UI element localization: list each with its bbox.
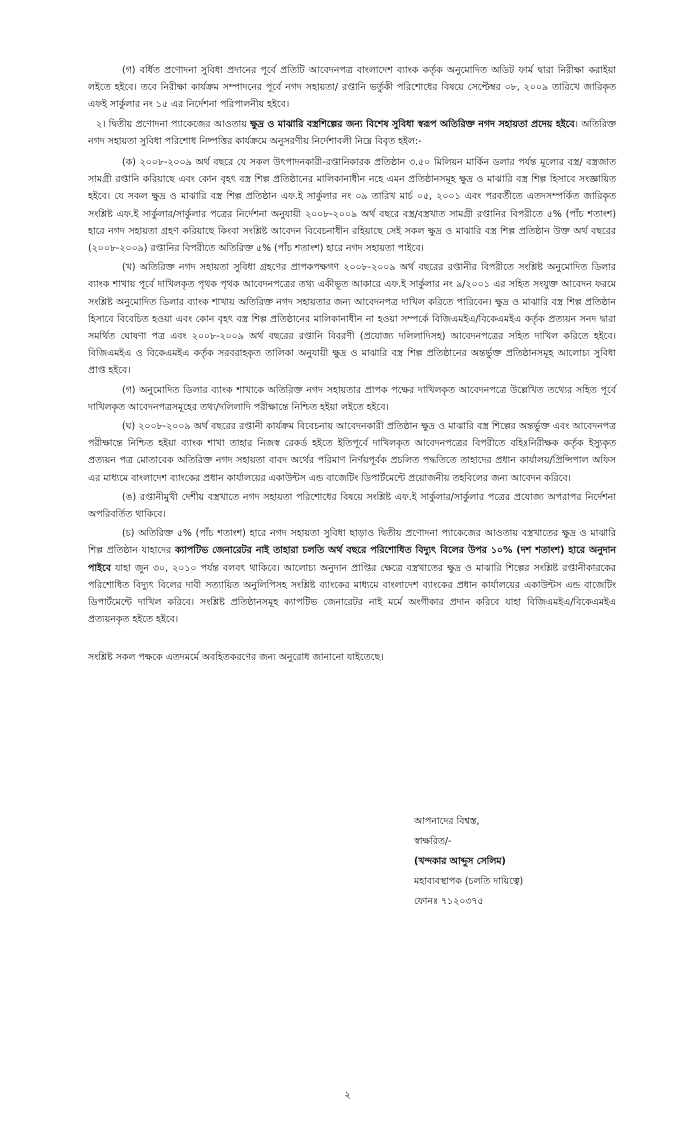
signatory-designation: মহাব্যবস্থাপক (চলতি দায়িত্বে) <box>414 876 524 887</box>
signatory-name-text: (খন্দকার আব্দুস সেলিম) <box>414 856 506 867</box>
paragraph-gha: (ঘ) ২০০৮-২০০৯ অর্থ বছরের রপ্তানী কার্যক্রম বিবেচনায় আবেদনকারী প্রতিষ্ঠান ক্ষুদ্র ও মাঝারি বস্ত্র শিল্পের অন্তর্ভুক্ত এবং আবেদনপত্র পরীক্ষান্তে নিশ্চিত হইয়া ব্যাংক শাখা তাহার নিজস্ব রেকর্ড হইতে ইতিপূর্বে দাখিলকৃত আবেদনপত্রের বিপরীতে বহিঃনিরীক্ষক কর্তৃক ইস্যুকৃত প্রত্যয়ন পত্র মোতাবেক অতিরিক্ত নগদ সহায়তা বাবদ অর্থের পরিমাণ নির্ণয়পূর্বক প্রচলিত পদ্ধতিতে তাহাদের প্রধান কার্যালয়/প্রিন্সিপাল অফিস এর মাধ্যমে বাংলাদেশ ব্যাংকের প্রধান কার্যালয়ের একাউন্টস এন্ড বাজেটিং ডিপার্টমেন্টে প্রয়োজনীয় তহবিলের জন্য আবেদন করিবে। <box>88 421 616 484</box>
signature-salutation: আপনাদের বিশ্বস্ত, <box>414 816 480 827</box>
signature-block <box>414 812 634 912</box>
signatory-phone: ফোনঃ ৭১২০৩৭৫ <box>414 896 484 907</box>
paragraph-ka: (ক) ২০০৮-২০০৯ অর্থ বছরে যে সকল উৎপাদনকারী-রপ্তানিকারক প্রতিষ্ঠান ৩.৫০ মিলিয়ন মার্কিন ডলার পর্যন্ত মূল্যের বস্ত্র/ বস্ত্রজাত সামগ্রী রপ্তানি করিয়াছে এবং কোন বৃহৎ বস্ত্র শিল্প প্রতিষ্ঠানের মালিকানাধীন নহে এমন প্রতিষ্ঠানসমূহ ক্ষুদ্র ও মাঝারি বস্ত্র শিল্প হিসাবে সংজ্ঞায়িত হইবে। যে সকল ক্ষুদ্র ও মাঝারি বস্ত্র শিল্প প্রতিষ্ঠান এফ.ই সার্কুলার নং ০৯ তারিখ মার্চ ০৫, ২০০১ এবং পরবর্তীতে এতদসম্পর্কিত জারিকৃত সংশ্লিষ্ট এফ.ই সার্কুলার/সার্কুলার পত্রের নির্দেশনা অনুযায়ী ২০০৮-২০০৯ অর্থ বছরে বস্ত্র/বস্ত্রখাত সামগ্রী রপ্তানির বিপরীতে ৫% (পাঁচ শতাংশ) হারে নগদ সহায়তা গ্রহণ করিয়াছে কিংবা সংশ্লিষ্ট আবেদন বিবেচনাধীন রহিয়াছে সেই সকল ক্ষুদ্র ও মাঝারি বস্ত্র শিল্প প্রতিষ্ঠান উক্ত অর্থ বছরের (২০০৮-২০০৯) রপ্তানির বিপরীতে অতিরিক্ত ৫% (পাঁচ শতাংশ) হারে নগদ সহায়তা পাইবে। <box>88 157 616 255</box>
signatory-name <box>414 852 634 872</box>
paragraph-ga-intro: (গ) বর্ধিত প্রণোদনা সুবিধা প্রদানের পূর্বে প্রতিটি আবেদনপত্র বাংলাদেশ ব্যাংক কর্তৃক অনুমোদিত অডিট ফার্ম দ্বারা নিরীক্ষা করাইয়া লইতে হইবে। তবে নিরীক্ষা কার্যক্রম সম্পাদনের পূর্বে নগদ সহায়তা/ রপ্তানি ভর্তুকী পরিশোধের বিষয়ে সেপ্টেম্বর ০৮, ২০০৯ তারিখে জারিকৃত এফই সার্কুলার নং ১৫ এর নির্দেশনা পরিপালনীয় হইবে। <box>88 65 616 111</box>
section-2-heading <box>88 116 616 150</box>
paragraph-cha-text-end: যাহা জুন ৩০, ২০১০ পর্যন্ত বলবৎ থাকিবে। আলোচ্য অনুদান প্রাপ্তির ক্ষেত্রে বস্ত্রখাতের ক্ষুদ্র ও মাঝারি শিল্পের সংশ্লিষ্ট রপ্তানীকারকের পরিশোধিত বিদ্যুৎ বিলের দাবী সত্যায়িত অনুলিপিসহ সংশ্লিষ্ট ব্যাংকের মাধ্যমে বাংলাদেশ ব্যাংকের প্রধান কার্যালয়ের একাউন্টস এন্ড বাজেটিং ডিপার্টমেন্টে দাখিল করিবে। সংশ্লিষ্ট প্রতিষ্ঠানসমূহ ক্যাপটিভ জেনারেটর নাই মর্মে অংগীকার প্রদান করিবে যাহা বিজিএমইএ/বিকেএমইএ প্রত্যয়নকৃত হইতে হইবে। <box>88 562 616 626</box>
document-body <box>88 62 616 668</box>
closing-request: সংশ্লিষ্ট সকল পক্ষকে এতদমর্মে অবহিতকরণের জন্য অনুরোধ জানানো যাইতেছে। <box>88 651 384 663</box>
page-number: ২ <box>344 1090 351 1101</box>
section-2-text-end: । অতিরিক্ত নগদ সহায়তা সুবিধা পরিশোধ নিষ্পত্তির কার্যক্রমে অনুসরণীয় নির্দেশাবলী নিম্নে বিবৃত হইল:- <box>88 118 616 147</box>
signature-signed: স্বাক্ষরিত/- <box>414 836 452 847</box>
paragraph-ga: (গ) অনুমোদিত ডিলার ব্যাংক শাখাকে অতিরিক্ত নগদ সহায়তার প্রাপক পক্ষের দাখিলকৃত আবেদনপত্রে উল্লেখিত তথ্যের সহিত পূর্বে দাখিলকৃত আবেদনপত্রসমূহের তথ্য/দলিলাদি পরীক্ষান্তে নিশ্চিত হইয়া লইতে হইবে। <box>88 384 616 413</box>
paragraph-kha: (খ) অতিরিক্ত নগদ সহায়তা সুবিধা গ্রহণের প্রাপকপক্ষগণ ২০০৮-২০০৯ অর্থ বছরের রপ্তানীর বিপরীতে সংশ্লিষ্ট অনুমোদিত ডিলার ব্যাংক শাখায় পূর্বে দাখিলকৃত পৃথক পৃথক আবেদনপত্রের তথ্য একীভূত আকারে এফ.ই সার্কুলার নং ৯/২০০১ এর সহিত সংযুক্ত আবেদন ফরমে সংশ্লিষ্ট অনুমোদিত ডিলার ব্যাংক শাখায় অতিরিক্ত নগদ সহায়তার জন্য আবেদনপত্র দাখিল করিতে পারিবেন। ক্ষুদ্র ও মাঝারি বস্ত্র শিল্প প্রতিষ্ঠান হিসাবে বিবেচিত হওয়া এবং কোন বৃহৎ বস্ত্র শিল্প প্রতিষ্ঠানের মালিকানাধীন না হওয়া সম্পর্কে বিজিএমইএ/বিকেএমইএ কর্তৃক প্রত্যয়ন সনদ দ্বারা সমর্থিত ঘোষণা পত্র এবং ২০০৮-২০০৯ অর্থ বছরের রপ্তানি বিবরণী (প্রযোজ্য দলিলাদিসহ) আবেদনপত্রের সহিত দাখিল করিতে হইবে। বিজিএমইএ ও বিকেএমইএ কর্তৃক সরবরাহকৃত তালিকা অনুযায়ী ক্ষুদ্র ও মাঝারি বস্ত্র শিল্প প্রতিষ্ঠানের অন্তর্ভুক্ত প্রতিষ্ঠানসমূহ আলোচ্য সুবিধা প্রাপ্ত হইবে। <box>88 262 616 377</box>
paragraph-cha-bold-text: ক্যাপটিভ জেনারেটর নাই তাহারা চলতি অর্থ বছরে পরিশোধিত বিদ্যুৎ বিলের উপর ১০% (দশ শতাংশ) হারে অনুদান পাইবে <box>88 545 616 574</box>
paragraph-cha <box>88 525 616 628</box>
section-2-bold-text: ক্ষুদ্র ও মাঝারি বস্ত্রশিল্পের জন্য বিশেষ সুবিধা স্বরূপ অতিরিক্ত নগদ সহায়তা প্রদেয় হইবে <box>250 118 575 130</box>
section-2-text: ২। দ্বিতীয় প্রণোদনা প্যাকেজের আওতায় <box>96 118 251 130</box>
paragraph-cha-text: (চ) অতিরিক্ত ৫% (পাঁচ শতাংশ) হারে নগদ সহায়তা সুবিধা ছাড়াও দ্বিতীয় প্রণোদনা প্যাকেজের আওতায় বস্ত্রখাতের ক্ষুদ্র ও মাঝারি শিল্প প্রতিষ্ঠান যাহাদের <box>88 528 616 557</box>
paragraph-umo: (ঙ) রপ্তানীমুখী দেশীয় বস্ত্রখাতে নগদ সহায়তা পরিশোধের বিষয়ে সংশ্লিষ্ট এফ.ই সার্কুলার/সার্কুলার পত্রের প্রযোজ্য অপরাপর নির্দেশনা অপরিবর্তিত থাকিবে। <box>88 491 616 521</box>
